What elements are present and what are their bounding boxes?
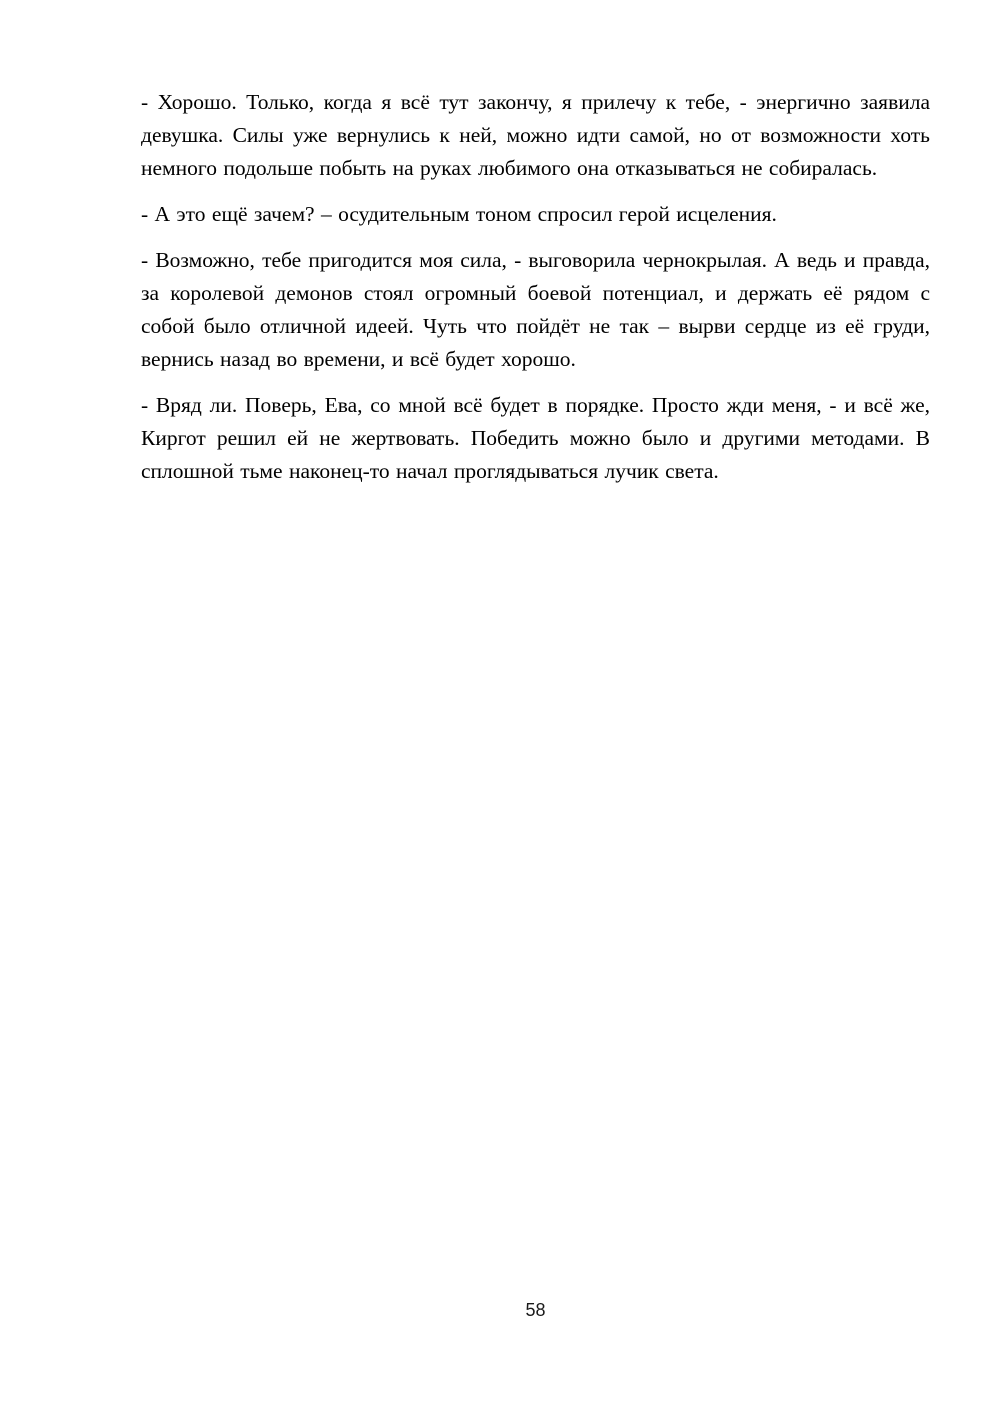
page-footer — [141, 1300, 930, 1321]
paragraph: - Вряд ли. Поверь, Ева, со мной всё будет в порядке. Просто жди меня, - и всё же, Киргот решил ей не жертвовать. Победить можно было и другими методами. В сплошной тьме наконец-то начал проглядываться лучик света. — [141, 393, 930, 483]
paragraph: - Возможно, тебе пригодится моя сила, - выговорила чернокрылая. А ведь и правда, за королевой демонов стоял огромный боевой потенциал, и держать её рядом с собой было отличной идеей. Чуть что пойдёт не так – вырви сердце из её груди, вернись назад во времени, и всё будет хорошо. — [141, 248, 930, 371]
paragraph: - А это ещё зачем? – осудительным тоном спросил герой исцеления. — [141, 202, 777, 226]
paragraph: - Хорошо. Только, когда я всё тут закончу, я прилечу к тебе, - энергично заявила девушка. Силы уже вернулись к ней, можно идти самой, но от возможности хоть немного подольше побыть на руках любимого она отказываться не собиралась. — [141, 90, 930, 180]
page-text-block — [141, 86, 930, 501]
page-number: 58 — [525, 1300, 546, 1320]
